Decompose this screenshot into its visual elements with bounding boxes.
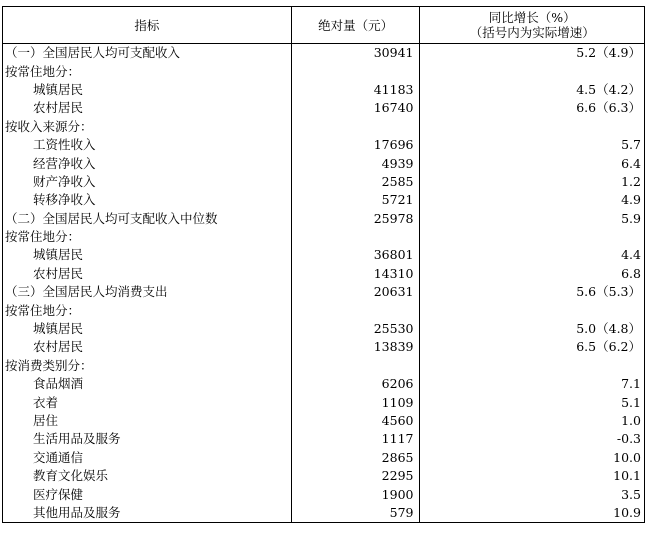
table-row <box>3 467 645 485</box>
growth-cell: 3.5 <box>420 485 645 503</box>
absolute-value-cell: 20631 <box>291 283 420 301</box>
table-row <box>3 210 645 228</box>
indicator-cell: 其他用品及服务 <box>3 504 292 523</box>
growth-cell <box>420 228 645 246</box>
absolute-value-cell: 2585 <box>291 173 420 191</box>
table-row <box>3 375 645 393</box>
table-row <box>3 338 645 356</box>
table-row <box>3 136 645 154</box>
table-row <box>3 228 645 246</box>
absolute-value-cell: 6206 <box>291 375 420 393</box>
growth-cell: 4.9 <box>420 191 645 209</box>
growth-cell: 5.1 <box>420 393 645 411</box>
growth-cell: -0.3 <box>420 430 645 448</box>
indicator-cell: 工资性收入 <box>3 136 292 154</box>
absolute-value-cell: 4560 <box>291 412 420 430</box>
absolute-value-cell: 1117 <box>291 430 420 448</box>
indicator-cell: 交通通信 <box>3 449 292 467</box>
absolute-value-cell: 25978 <box>291 210 420 228</box>
growth-cell <box>420 118 645 136</box>
growth-cell: 6.4 <box>420 154 645 172</box>
table-row <box>3 430 645 448</box>
absolute-value-cell <box>291 301 420 319</box>
table-row <box>3 246 645 264</box>
indicator-cell: 农村居民 <box>3 265 292 283</box>
growth-cell: 10.0 <box>420 449 645 467</box>
indicator-cell: 生活用品及服务 <box>3 430 292 448</box>
table-row <box>3 504 645 523</box>
header-growth <box>420 7 645 44</box>
indicator-cell: 城镇居民 <box>3 246 292 264</box>
table-row <box>3 81 645 99</box>
absolute-value-cell: 41183 <box>291 81 420 99</box>
absolute-value-cell <box>291 118 420 136</box>
table-row <box>3 412 645 430</box>
growth-cell: 6.8 <box>420 265 645 283</box>
absolute-value-cell: 16740 <box>291 99 420 117</box>
growth-cell: 10.1 <box>420 467 645 485</box>
growth-cell: 5.9 <box>420 210 645 228</box>
indicator-cell: 城镇居民 <box>3 81 292 99</box>
absolute-value-cell: 2865 <box>291 449 420 467</box>
table-row <box>3 173 645 191</box>
indicator-cell: 医疗保健 <box>3 485 292 503</box>
table-row <box>3 62 645 80</box>
absolute-value-cell: 25530 <box>291 320 420 338</box>
growth-cell: 6.5（6.2） <box>420 338 645 356</box>
table-row <box>3 99 645 117</box>
indicator-cell: 按常住地分： <box>3 228 292 246</box>
table-row <box>3 320 645 338</box>
indicator-cell: 按常住地分： <box>3 301 292 319</box>
table-row <box>3 485 645 503</box>
growth-cell: 4.5（4.2） <box>420 81 645 99</box>
table-row <box>3 301 645 319</box>
table-row <box>3 44 645 63</box>
absolute-value-cell: 2295 <box>291 467 420 485</box>
absolute-value-cell: 36801 <box>291 246 420 264</box>
indicator-cell: 按常住地分： <box>3 62 292 80</box>
indicator-cell: （二）全国居民人均可支配收入中位数 <box>3 210 292 228</box>
absolute-value-cell: 5721 <box>291 191 420 209</box>
indicator-cell: 按收入来源分： <box>3 118 292 136</box>
indicator-cell: 财产净收入 <box>3 173 292 191</box>
absolute-value-cell <box>291 357 420 375</box>
header-absolute: 绝对量（元） <box>291 7 420 44</box>
growth-cell: 5.6（5.3） <box>420 283 645 301</box>
table-row <box>3 265 645 283</box>
indicator-cell: 教育文化娱乐 <box>3 467 292 485</box>
growth-cell <box>420 62 645 80</box>
table-row <box>3 357 645 375</box>
indicator-cell: 按消费类别分： <box>3 357 292 375</box>
table-header-row <box>3 7 645 44</box>
indicator-cell: 居住 <box>3 412 292 430</box>
indicator-cell: （一）全国居民人均可支配收入 <box>3 44 292 63</box>
header-indicator: 指标 <box>3 7 292 44</box>
table-body <box>3 44 645 523</box>
absolute-value-cell: 1900 <box>291 485 420 503</box>
growth-cell <box>420 301 645 319</box>
table-row <box>3 283 645 301</box>
header-growth-line1: 同比增长（%） <box>488 10 576 25</box>
growth-cell: 1.2 <box>420 173 645 191</box>
growth-cell: 7.1 <box>420 375 645 393</box>
indicator-cell: 农村居民 <box>3 338 292 356</box>
absolute-value-cell: 30941 <box>291 44 420 63</box>
indicator-cell: 城镇居民 <box>3 320 292 338</box>
absolute-value-cell: 4939 <box>291 154 420 172</box>
growth-cell: 1.0 <box>420 412 645 430</box>
absolute-value-cell: 14310 <box>291 265 420 283</box>
absolute-value-cell: 1109 <box>291 393 420 411</box>
header-growth-line2: （括号内为实际增速） <box>469 25 595 40</box>
table-row <box>3 118 645 136</box>
growth-cell <box>420 357 645 375</box>
indicator-cell: 经营净收入 <box>3 154 292 172</box>
statistics-table <box>2 6 645 523</box>
growth-cell: 5.2（4.9） <box>420 44 645 63</box>
indicator-cell: （三）全国居民人均消费支出 <box>3 283 292 301</box>
growth-cell: 6.6（6.3） <box>420 99 645 117</box>
growth-cell: 4.4 <box>420 246 645 264</box>
absolute-value-cell: 17696 <box>291 136 420 154</box>
indicator-cell: 食品烟酒 <box>3 375 292 393</box>
absolute-value-cell <box>291 228 420 246</box>
table-row <box>3 191 645 209</box>
growth-cell: 10.9 <box>420 504 645 523</box>
table-row <box>3 449 645 467</box>
absolute-value-cell: 13839 <box>291 338 420 356</box>
indicator-cell: 转移净收入 <box>3 191 292 209</box>
table-row <box>3 393 645 411</box>
indicator-cell: 农村居民 <box>3 99 292 117</box>
absolute-value-cell: 579 <box>291 504 420 523</box>
growth-cell: 5.7 <box>420 136 645 154</box>
absolute-value-cell <box>291 62 420 80</box>
table-row <box>3 154 645 172</box>
growth-cell: 5.0（4.8） <box>420 320 645 338</box>
indicator-cell: 衣着 <box>3 393 292 411</box>
